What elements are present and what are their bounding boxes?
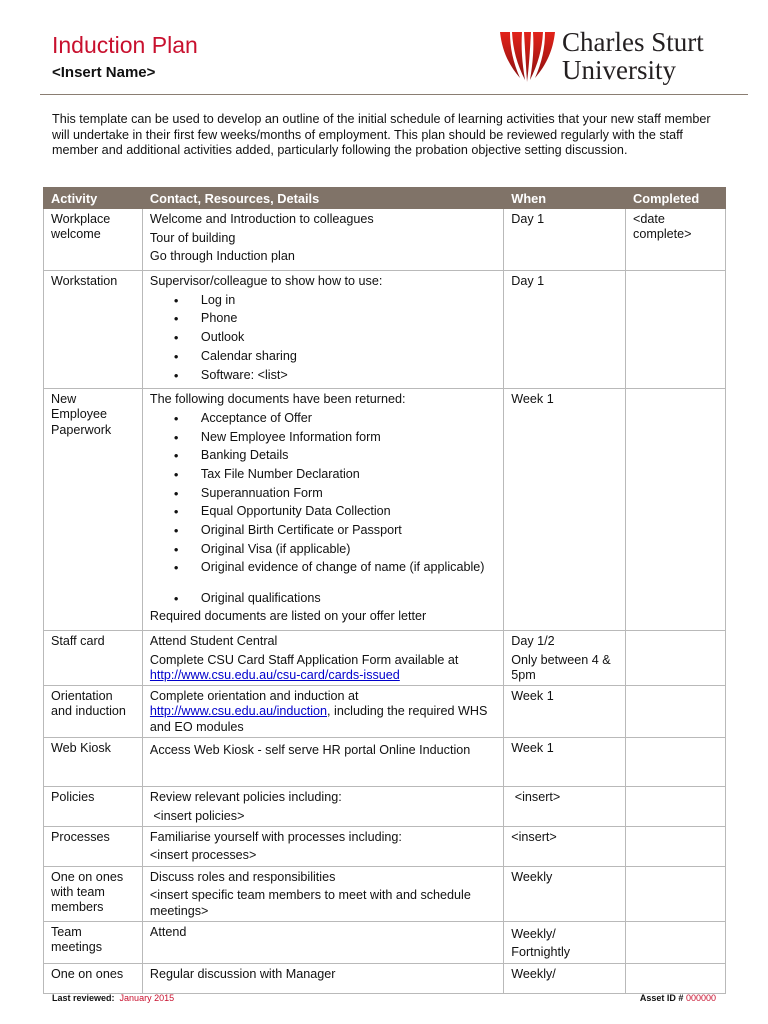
activity-cell: Team meetings — [44, 921, 143, 963]
when-cell: Week 1 — [504, 389, 626, 631]
details-cell — [142, 866, 503, 921]
detail-line: Tour of building — [149, 230, 236, 245]
table-row — [44, 963, 726, 993]
detail-line: The following documents have been returned: — [149, 392, 406, 407]
detail-line: <insert policies> — [149, 808, 245, 823]
page-subtitle: <Insert Name> — [52, 64, 156, 81]
activity-cell: Web Kiosk — [44, 737, 143, 786]
list-item: • Superannuation Form — [150, 486, 496, 505]
table-row — [44, 389, 726, 631]
when-cell: <insert> — [504, 826, 626, 866]
list-item: • Original qualifications — [150, 591, 496, 610]
when-cell: Week 1 — [504, 686, 626, 738]
table-row — [44, 866, 726, 921]
when-cell: Weekly — [504, 866, 626, 921]
column-header-details: Contact, Resources, Details — [142, 188, 503, 209]
flame-logo-icon — [498, 30, 556, 84]
list-item: • Original Visa (if applicable) — [150, 542, 496, 561]
table-row — [44, 826, 726, 866]
induction-link[interactable]: http://www.csu.edu.au/induction — [149, 704, 328, 719]
completed-cell — [626, 921, 726, 963]
activity-cell: Workstation — [44, 271, 143, 389]
table-header-row — [44, 188, 726, 209]
completed-cell — [626, 389, 726, 631]
list-item: • Original Birth Certificate or Passport — [150, 523, 496, 542]
details-cell: Regular discussion with Manager — [142, 963, 503, 993]
csu-logo — [498, 27, 748, 90]
detail-line: Review relevant policies including: — [149, 789, 342, 804]
details-cell: Access Web Kiosk - self serve HR portal Online Induction — [142, 737, 503, 786]
completed-cell — [626, 271, 726, 389]
bullet-list — [150, 411, 496, 610]
last-reviewed-date: January 2015 — [119, 993, 175, 1003]
when-cell: Weekly/ — [504, 963, 626, 993]
detail-line: Go through Induction plan — [149, 249, 295, 264]
detail-line: Supervisor/colleague to show how to use: — [149, 274, 383, 289]
activity-cell: One on ones with team members — [44, 866, 143, 921]
when-cell: Day 1/2 Only between 4 & 5pm — [504, 631, 626, 686]
completed-cell — [626, 686, 726, 738]
details-cell: Complete orientation and induction at http://www.csu.edu.au/induction, including the required WHS and EO modules — [142, 686, 503, 738]
detail-line: Complete CSU Card Staff Application Form available at http://www.csu.edu.au/csu-card/cards-issued — [149, 652, 459, 683]
document-header — [52, 27, 748, 94]
activity-cell: One on ones — [44, 963, 143, 993]
intro-paragraph: This template can be used to develop an outline of the initial schedule of learning activities that your new staff member will undertake in their first few weeks/months of employment. This plan should be reviewed regularly with the staff member and additional activities added, particularly following the probation objective setting discussion. — [52, 112, 711, 157]
table-row — [44, 686, 726, 738]
when-cell: <insert> — [504, 786, 626, 826]
table-row — [44, 786, 726, 826]
page-title: Induction Plan — [52, 32, 198, 58]
list-item: • Acceptance of Offer — [150, 411, 496, 430]
list-item: • New Employee Information form — [150, 430, 496, 449]
list-item: • Log in — [150, 293, 496, 312]
when-cell: Week 1 — [504, 737, 626, 786]
table-row — [44, 209, 726, 271]
completed-cell — [626, 826, 726, 866]
detail-line: <insert specific team members to meet with and schedule meetings> — [149, 888, 471, 918]
activity-cell: Policies — [44, 786, 143, 826]
completed-cell — [626, 737, 726, 786]
table-row — [44, 271, 726, 389]
detail-line: <insert processes> — [149, 848, 257, 863]
details-cell — [142, 631, 503, 686]
activity-cell: Staff card — [44, 631, 143, 686]
list-item: • Original evidence of change of name (if applicable) — [150, 560, 496, 590]
asset-id: Asset ID # 000000 — [639, 993, 716, 1003]
induction-table — [43, 187, 726, 994]
last-reviewed: Last reviewed: January 2015 — [52, 993, 175, 1003]
column-header-completed: Completed — [626, 188, 726, 209]
details-cell — [142, 389, 503, 631]
completed-cell — [626, 963, 726, 993]
header-divider — [40, 94, 748, 95]
column-header-activity: Activity — [44, 188, 143, 209]
detail-line: Attend Student Central — [149, 634, 278, 649]
list-item: • Tax File Number Declaration — [150, 467, 496, 486]
asset-id-value: 000000 — [685, 993, 716, 1003]
list-item: • Calendar sharing — [150, 349, 496, 368]
when-cell: Day 1 — [504, 209, 626, 271]
detail-line: Discuss roles and responsibilities — [149, 869, 336, 884]
details-cell — [142, 826, 503, 866]
completed-cell — [626, 866, 726, 921]
details-cell: Attend — [142, 921, 503, 963]
activity-cell: Workplace welcome — [44, 209, 143, 271]
list-item: • Software: <list> — [150, 368, 496, 387]
when-cell: Weekly/ Fortnightly — [504, 921, 626, 963]
list-item: • Equal Opportunity Data Collection — [150, 504, 496, 523]
logo-wordmark: Charles Sturt University — [562, 27, 704, 85]
bullet-list — [150, 293, 496, 386]
list-item: • Phone — [150, 311, 496, 330]
table-row — [44, 921, 726, 963]
details-cell — [142, 786, 503, 826]
detail-line: Familiarise yourself with processes including: — [149, 829, 402, 844]
list-item: • Outlook — [150, 330, 496, 349]
completed-cell: <date complete> — [626, 209, 726, 271]
table-row — [44, 737, 726, 786]
activity-cell: Processes — [44, 826, 143, 866]
details-cell — [142, 271, 503, 389]
csu-card-link[interactable]: http://www.csu.edu.au/csu-card/cards-issued — [149, 668, 400, 683]
column-header-when: When — [504, 188, 626, 209]
completed-cell — [626, 631, 726, 686]
completed-cell — [626, 786, 726, 826]
activity-cell: New Employee Paperwork — [44, 389, 143, 631]
activity-cell: Orientation and induction — [44, 686, 143, 738]
detail-line: Required documents are listed on your offer letter — [149, 609, 427, 624]
when-cell: Day 1 — [504, 271, 626, 389]
table-row — [44, 631, 726, 686]
detail-line: Welcome and Introduction to colleagues — [149, 212, 374, 226]
details-cell — [142, 209, 503, 271]
list-item: • Banking Details — [150, 448, 496, 467]
